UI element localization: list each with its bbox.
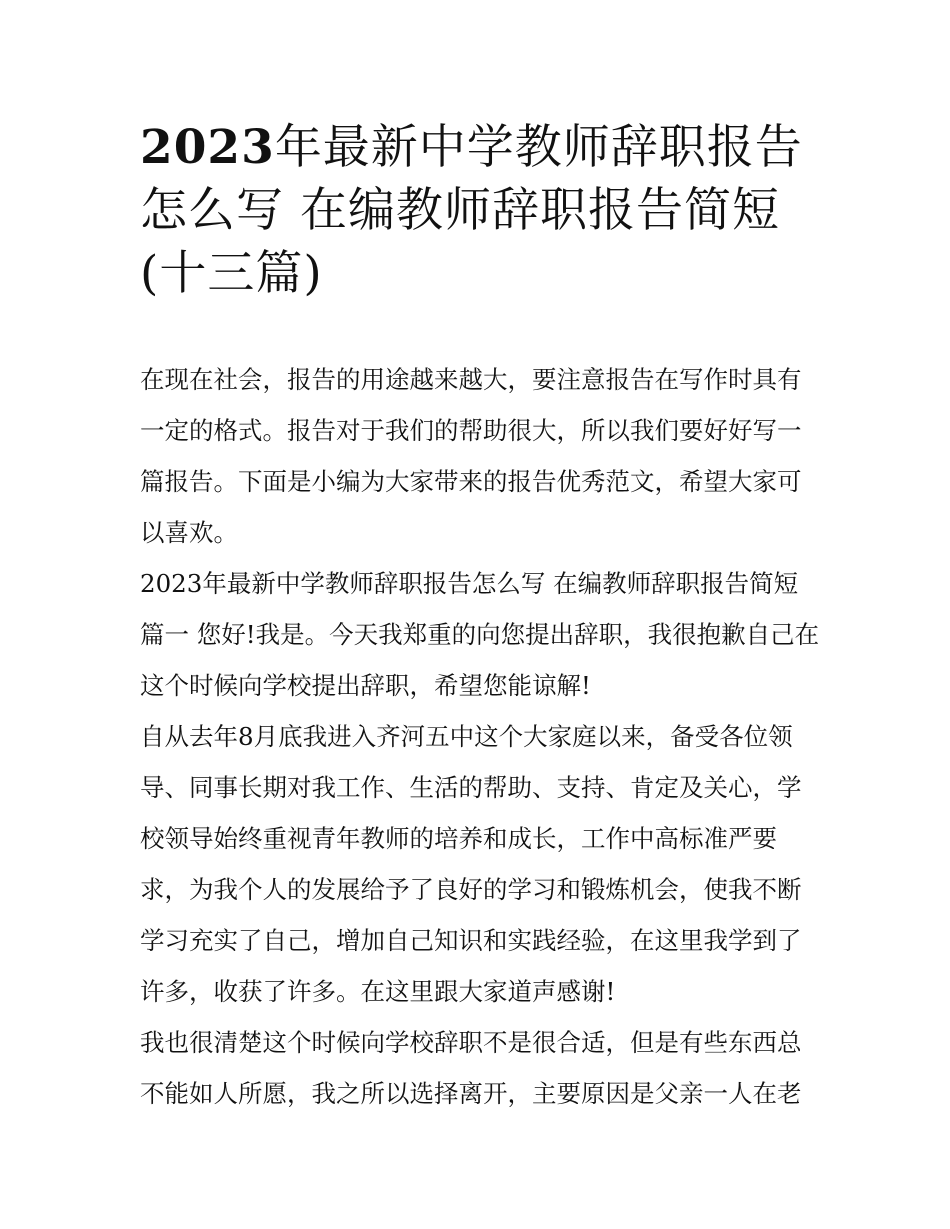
gratitude-paragraph: 自从去年8月底我进入齐河五中这个大家庭以来，备受各位领导、同事长期对我工作、生活的帮助、支持、肯定及关心，学校领导始终重视青年教师的培养和成长，工作中高标准严要求，为我个人的发展给予了良好的学习和锻炼机会，使我不断学习充实了自己，增加自己知识和实践经验，在这里我学到了许多，收获了许多。在这里跟大家道声感谢! xyxy=(140,722,802,1006)
title-text: 年最新中学教师辞职报告怎么写 在编教师辞职报告简短(十三篇) xyxy=(140,120,803,301)
intro-paragraph: 在现在社会，报告的用途越来越大，要注意报告在写作时具有一定的格式。报告对于我们的帮助很大，所以我们要好好写一篇报告。下面是小编为大家带来的报告优秀范文，希望大家可以喜欢。 xyxy=(140,365,802,547)
document-body xyxy=(140,354,820,1119)
section-one-heading-paragraph: 2023年最新中学教师辞职报告怎么写 在编教师辞职报告简短篇一 您好!我是。今天我郑重的向您提出辞职，我很抱歉自己在这个时候向学校提出辞职，希望您能谅解! xyxy=(140,569,820,700)
document-title xyxy=(140,116,820,305)
reason-paragraph: 我也很清楚这个时候向学校辞职不是很合适，但是有些东西总不能如人所愿，我之所以选择离开，主要原因是父亲一人在老 xyxy=(140,1028,802,1108)
title-year: 2023 xyxy=(140,120,275,175)
